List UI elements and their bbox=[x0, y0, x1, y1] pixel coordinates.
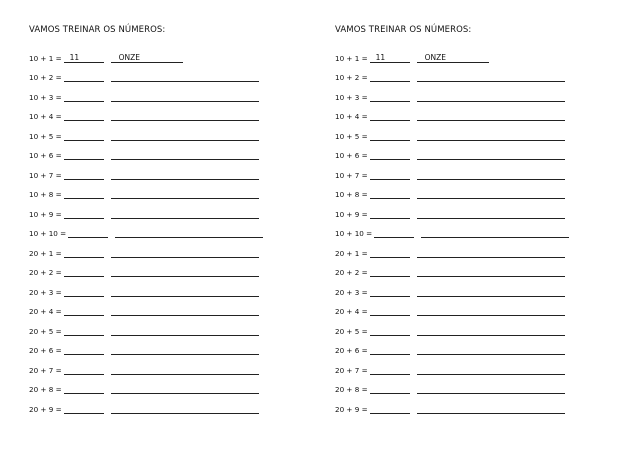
number-answer-blank[interactable] bbox=[64, 392, 104, 394]
exercise-row bbox=[29, 200, 319, 220]
number-answer-blank[interactable] bbox=[64, 412, 104, 414]
word-answer-blank[interactable] bbox=[115, 236, 263, 238]
exercise-expression: 10 + 9 = bbox=[29, 209, 62, 219]
number-answer-blank[interactable] bbox=[370, 275, 410, 277]
exercise-row bbox=[335, 103, 625, 123]
number-answer-blank[interactable] bbox=[64, 119, 104, 121]
exercise-expression: 20 + 8 = bbox=[29, 385, 62, 394]
exercise-row bbox=[29, 122, 319, 142]
word-answer-blank[interactable] bbox=[111, 334, 259, 336]
number-answer-blank[interactable] bbox=[64, 256, 104, 258]
exercise-list bbox=[29, 44, 319, 415]
word-answer-blank[interactable] bbox=[417, 412, 565, 414]
word-answer-blank[interactable] bbox=[111, 217, 259, 219]
exercise-row bbox=[29, 181, 319, 201]
number-answer-blank[interactable] bbox=[370, 80, 410, 82]
exercise-expression: 20 + 9 = bbox=[29, 404, 62, 414]
exercise-list bbox=[335, 44, 625, 415]
number-answer-blank[interactable] bbox=[370, 314, 410, 316]
word-answer-blank[interactable] bbox=[111, 158, 259, 160]
exercise-expression: 20 + 5 = bbox=[335, 326, 368, 336]
exercise-row bbox=[335, 220, 625, 240]
exercise-expression: 10 + 10 = bbox=[335, 229, 373, 238]
number-answer-blank[interactable] bbox=[64, 217, 104, 219]
exercise-row bbox=[335, 395, 625, 415]
word-answer-blank[interactable] bbox=[111, 100, 259, 102]
word-answer-blank[interactable] bbox=[417, 52, 489, 63]
exercise-row bbox=[335, 259, 625, 279]
number-answer-blank[interactable] bbox=[370, 217, 410, 219]
exercise-row bbox=[335, 200, 625, 220]
word-answer-blank[interactable] bbox=[417, 314, 565, 316]
exercise-row bbox=[29, 356, 319, 376]
number-answer-blank[interactable] bbox=[68, 236, 108, 238]
exercise-row bbox=[335, 278, 625, 298]
exercise-expression: 10 + 4 = bbox=[335, 112, 368, 121]
worksheet-column-right bbox=[335, 24, 625, 415]
word-answer-blank[interactable] bbox=[417, 217, 565, 219]
exercise-row bbox=[29, 142, 319, 162]
word-answer-blank[interactable] bbox=[417, 80, 565, 82]
exercise-expression: 10 + 5 = bbox=[29, 131, 62, 141]
word-answer-blank[interactable] bbox=[417, 256, 565, 258]
word-answer-blank[interactable] bbox=[417, 275, 565, 277]
exercise-expression: 10 + 4 = bbox=[29, 112, 62, 121]
number-answer-blank[interactable] bbox=[64, 275, 104, 277]
exercise-expression: 10 + 10 = bbox=[29, 229, 67, 238]
number-answer-blank[interactable] bbox=[370, 52, 410, 63]
number-answer-blank[interactable] bbox=[370, 119, 410, 121]
exercise-row bbox=[335, 44, 625, 64]
example-number-answer: 11 bbox=[69, 52, 80, 62]
number-answer-blank[interactable] bbox=[64, 334, 104, 336]
word-answer-blank[interactable] bbox=[111, 275, 259, 277]
exercise-expression: 20 + 6 = bbox=[29, 346, 62, 355]
exercise-expression: 10 + 2 = bbox=[335, 73, 368, 82]
worksheet-column-left bbox=[29, 24, 319, 415]
exercise-expression: 20 + 1 = bbox=[29, 248, 62, 258]
example-number-answer: 11 bbox=[375, 52, 386, 62]
exercise-row bbox=[29, 337, 319, 357]
number-answer-blank[interactable] bbox=[370, 353, 410, 355]
exercise-expression: 20 + 7 = bbox=[29, 365, 62, 375]
word-answer-blank[interactable] bbox=[417, 295, 565, 297]
exercise-expression: 10 + 3 = bbox=[29, 92, 62, 102]
exercise-expression: 10 + 8 = bbox=[335, 190, 368, 199]
exercise-row bbox=[29, 259, 319, 279]
exercise-row bbox=[335, 337, 625, 357]
exercise-row bbox=[335, 83, 625, 103]
number-answer-blank[interactable] bbox=[64, 314, 104, 316]
exercise-row bbox=[29, 239, 319, 259]
word-answer-blank[interactable] bbox=[421, 236, 569, 238]
number-answer-blank[interactable] bbox=[370, 256, 410, 258]
number-answer-blank[interactable] bbox=[64, 80, 104, 82]
word-answer-blank[interactable] bbox=[111, 353, 259, 355]
number-answer-blank[interactable] bbox=[64, 178, 104, 180]
word-answer-blank[interactable] bbox=[417, 100, 565, 102]
word-answer-blank[interactable] bbox=[417, 373, 565, 375]
exercise-expression: 20 + 3 = bbox=[29, 287, 62, 297]
number-answer-blank[interactable] bbox=[370, 334, 410, 336]
exercise-row bbox=[29, 220, 319, 240]
number-answer-blank[interactable] bbox=[370, 412, 410, 414]
number-answer-blank[interactable] bbox=[64, 52, 104, 63]
word-answer-blank[interactable] bbox=[111, 295, 259, 297]
word-answer-blank[interactable] bbox=[111, 178, 259, 180]
word-answer-blank[interactable] bbox=[417, 392, 565, 394]
word-answer-blank[interactable] bbox=[417, 139, 565, 141]
word-answer-blank[interactable] bbox=[417, 119, 565, 121]
exercise-expression: 10 + 1 = bbox=[335, 53, 368, 63]
exercise-expression: 10 + 3 = bbox=[335, 92, 368, 102]
exercise-expression: 10 + 2 = bbox=[29, 73, 62, 82]
exercise-row bbox=[29, 83, 319, 103]
exercise-row bbox=[335, 142, 625, 162]
exercise-expression: 20 + 2 = bbox=[335, 268, 368, 277]
word-answer-blank[interactable] bbox=[417, 334, 565, 336]
exercise-expression: 20 + 5 = bbox=[29, 326, 62, 336]
exercise-row bbox=[29, 298, 319, 318]
exercise-row bbox=[29, 103, 319, 123]
number-answer-blank[interactable] bbox=[370, 100, 410, 102]
word-answer-blank[interactable] bbox=[111, 373, 259, 375]
exercise-expression: 10 + 6 = bbox=[335, 151, 368, 160]
number-answer-blank[interactable] bbox=[370, 139, 410, 141]
exercise-row bbox=[29, 161, 319, 181]
exercise-expression: 20 + 9 = bbox=[335, 404, 368, 414]
number-answer-blank[interactable] bbox=[64, 158, 104, 160]
exercise-expression: 20 + 2 = bbox=[29, 268, 62, 277]
exercise-row bbox=[335, 122, 625, 142]
number-answer-blank[interactable] bbox=[64, 100, 104, 102]
exercise-expression: 10 + 7 = bbox=[335, 170, 368, 180]
word-answer-blank[interactable] bbox=[111, 256, 259, 258]
word-answer-blank[interactable] bbox=[111, 80, 259, 82]
exercise-row bbox=[29, 64, 319, 84]
exercise-expression: 10 + 1 = bbox=[29, 53, 62, 63]
exercise-expression: 20 + 1 = bbox=[335, 248, 368, 258]
number-answer-blank[interactable] bbox=[370, 158, 410, 160]
exercise-row bbox=[335, 298, 625, 318]
example-word-answer: ONZE bbox=[424, 52, 447, 62]
word-answer-blank[interactable] bbox=[111, 52, 183, 63]
word-answer-blank[interactable] bbox=[417, 178, 565, 180]
exercise-row bbox=[335, 64, 625, 84]
example-word-answer: ONZE bbox=[118, 52, 141, 62]
word-answer-blank[interactable] bbox=[111, 412, 259, 414]
number-answer-blank[interactable] bbox=[370, 295, 410, 297]
exercise-row bbox=[29, 376, 319, 396]
exercise-expression: 20 + 7 = bbox=[335, 365, 368, 375]
word-answer-blank[interactable] bbox=[111, 119, 259, 121]
word-answer-blank[interactable] bbox=[111, 139, 259, 141]
word-answer-blank[interactable] bbox=[417, 353, 565, 355]
worksheet-title: VAMOS TREINAR OS NÚMEROS: bbox=[335, 25, 472, 35]
exercise-row bbox=[335, 181, 625, 201]
exercise-row bbox=[335, 317, 625, 337]
number-answer-blank[interactable] bbox=[64, 139, 104, 141]
word-answer-blank[interactable] bbox=[111, 392, 259, 394]
exercise-row bbox=[29, 278, 319, 298]
word-answer-blank[interactable] bbox=[417, 158, 565, 160]
exercise-expression: 10 + 7 = bbox=[29, 170, 62, 180]
exercise-row bbox=[29, 317, 319, 337]
exercise-expression: 10 + 8 = bbox=[29, 190, 62, 199]
number-answer-blank[interactable] bbox=[64, 373, 104, 375]
number-answer-blank[interactable] bbox=[374, 236, 414, 238]
exercise-expression: 20 + 8 = bbox=[335, 385, 368, 394]
exercise-row bbox=[335, 239, 625, 259]
number-answer-blank[interactable] bbox=[64, 197, 104, 199]
exercise-expression: 20 + 3 = bbox=[335, 287, 368, 297]
number-answer-blank[interactable] bbox=[64, 353, 104, 355]
number-answer-blank[interactable] bbox=[370, 373, 410, 375]
number-answer-blank[interactable] bbox=[370, 178, 410, 180]
word-answer-blank[interactable] bbox=[417, 197, 565, 199]
number-answer-blank[interactable] bbox=[370, 392, 410, 394]
number-answer-blank[interactable] bbox=[64, 295, 104, 297]
exercise-row bbox=[29, 44, 319, 64]
exercise-expression: 20 + 4 = bbox=[29, 307, 62, 316]
exercise-row bbox=[335, 356, 625, 376]
worksheet-title: VAMOS TREINAR OS NÚMEROS: bbox=[29, 25, 166, 35]
exercise-expression: 10 + 5 = bbox=[335, 131, 368, 141]
exercise-expression: 20 + 4 = bbox=[335, 307, 368, 316]
exercise-row bbox=[335, 376, 625, 396]
exercise-expression: 10 + 9 = bbox=[335, 209, 368, 219]
word-answer-blank[interactable] bbox=[111, 314, 259, 316]
number-answer-blank[interactable] bbox=[370, 197, 410, 199]
exercise-row bbox=[335, 161, 625, 181]
word-answer-blank[interactable] bbox=[111, 197, 259, 199]
exercise-row bbox=[29, 395, 319, 415]
exercise-expression: 20 + 6 = bbox=[335, 346, 368, 355]
exercise-expression: 10 + 6 = bbox=[29, 151, 62, 160]
